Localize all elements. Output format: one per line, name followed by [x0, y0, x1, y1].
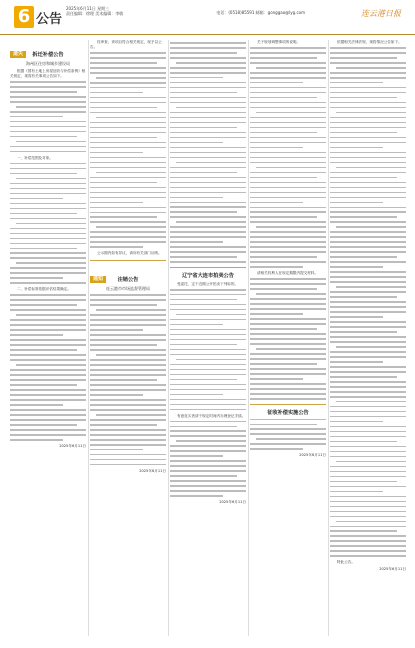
notice-paragraph: 有意竞买者请于规定时间内办理登记手续。	[177, 413, 246, 418]
text-block	[250, 419, 326, 451]
notice-paragraph: 公示期内如有异议，请向有关部门反映。	[97, 251, 162, 256]
text-block	[250, 278, 326, 399]
notice-columns	[10, 40, 405, 636]
notice-date: 2025年6月11日	[379, 567, 406, 572]
notice-paragraph: 依据相关法律法规，现将情况公告如下。	[337, 40, 402, 44]
notice-date: 2025年6月11日	[219, 500, 246, 505]
column-2	[90, 40, 166, 636]
text-block	[170, 42, 246, 263]
notice-paragraph: 一、补偿范围及对象。	[17, 155, 53, 160]
section-divider	[170, 267, 246, 268]
text-block	[170, 289, 246, 410]
text-block	[90, 294, 166, 465]
notice-paragraph: 经审查，该项目符合相关规定，现予以公告。	[90, 40, 162, 49]
notice-date: 2025年6月11日	[59, 443, 86, 448]
section-tag: 通知	[90, 276, 106, 283]
page-number: 6	[14, 6, 34, 28]
text-block	[10, 294, 86, 440]
page-header	[0, 0, 415, 35]
notice-title: 辽宁省大连市拍卖公告	[182, 272, 234, 279]
text-block	[10, 81, 86, 152]
text-block	[250, 47, 326, 268]
text-block	[330, 47, 406, 557]
notice-issuer: 海州区住房和城乡建设局	[26, 61, 70, 66]
newspaper-logo: 连云港日报	[361, 9, 401, 18]
section-divider	[90, 260, 166, 261]
notice-title: 征收补偿实施公告	[267, 409, 309, 416]
section-tag: 遗失	[10, 51, 26, 58]
contact-info: 电话：(0518)85591 邮箱：gonggao@lyg.com	[216, 10, 305, 15]
notice-paragraph: 根据《国有土地上房屋征收与补偿条例》相关规定，现将有关事项公告如下。	[10, 69, 86, 78]
notice-paragraph: 特此公告。	[337, 560, 355, 565]
editors: 责任编辑：徐理 美术编辑：李敏	[66, 11, 124, 16]
notice-date: 2025年6月11日	[299, 453, 326, 458]
section-title: 公告	[36, 12, 63, 27]
notice-title: 拆迁补偿公告	[32, 52, 64, 58]
column-1	[10, 40, 86, 636]
notice-paragraph: 请相关权利人在规定期限内提交材料。	[257, 271, 319, 276]
notice-paragraph: 关于规划调整事项的说明。	[257, 40, 301, 44]
column-5	[330, 40, 406, 636]
text-block	[90, 52, 166, 248]
issue-info	[66, 6, 123, 16]
notice-title: 注销公告	[117, 277, 139, 284]
issue-date: 2025年6月11日 星期三	[66, 6, 110, 11]
text-block	[10, 163, 86, 284]
notice-issuer: 连云港市市场监督管理局	[106, 286, 150, 292]
notice-paragraph: 受委托，定于近期公开拍卖下列标的。	[177, 281, 239, 286]
notice-paragraph: 二、补偿标准依据评估结果确定。	[17, 287, 71, 292]
column-3	[170, 40, 246, 636]
text-block	[170, 421, 246, 497]
column-4	[250, 40, 326, 636]
section-divider	[250, 404, 326, 405]
notice-date: 2025年6月11日	[139, 468, 166, 473]
